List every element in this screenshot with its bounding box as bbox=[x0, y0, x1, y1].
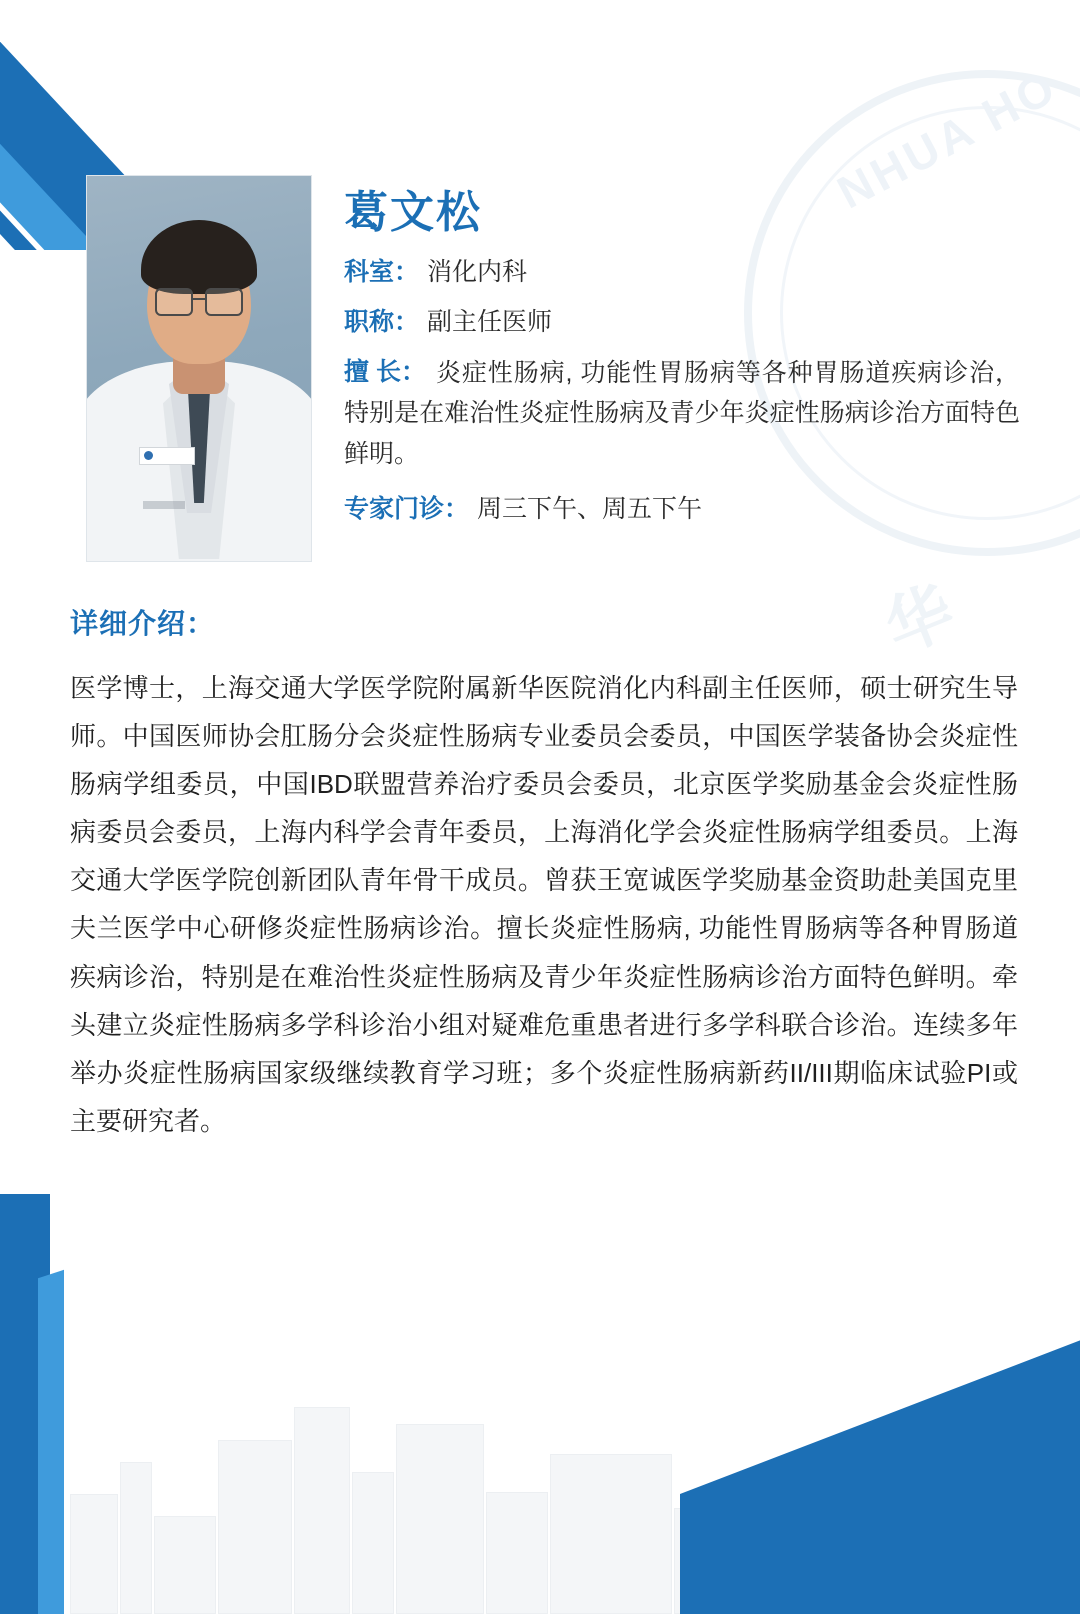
clinic-schedule-label: 专家门诊： bbox=[344, 495, 470, 524]
specialty-label: 擅 长： bbox=[344, 357, 426, 386]
bottom-right-stripe-secondary bbox=[680, 1328, 1080, 1574]
doctor-profile bbox=[86, 175, 1020, 562]
city-skyline-decoration bbox=[0, 1264, 1080, 1614]
specialty-row bbox=[344, 353, 1020, 475]
portrait-hair bbox=[141, 220, 257, 294]
specialty-value: 炎症性肠病, 功能性胃肠病等各种胃肠道疾病诊治，特别是在难治性炎症性肠病及青少年炎症性肠病诊治方面特色鲜明。 bbox=[344, 358, 1020, 468]
professional-title-label: 职称： bbox=[344, 308, 420, 337]
bottom-left-ribbon-decoration bbox=[0, 1194, 120, 1614]
department-label: 科室： bbox=[344, 258, 420, 287]
department-value: 消化内科 bbox=[427, 258, 528, 287]
bottom-left-stripe-primary bbox=[0, 1194, 50, 1614]
portrait-glasses bbox=[153, 288, 245, 314]
clinic-schedule-row bbox=[344, 490, 1020, 529]
detailed-introduction-body: 医学博士，上海交通大学医学院附属新华医院消化内科副主任医师，硕士研究生导师。中国医师协会肛肠分会炎症性肠病专业委员会委员，中国医学装备协会炎症性肠病学组委员，中国IBD联盟营养治疗委员会委员，北京医学奖励基金会炎症性肠病委员会委员，上海内科学会青年委员，上海消化学会炎症性肠病学组委员。上海交通大学医学院创新团队青年骨干成员。曾获王宽诚医学奖励基金资助赴美国克里夫兰医学中心研修炎症性肠病诊治。擅长炎症性肠病, 功能性胃肠病等各种胃肠道疾病诊治，特别是在难治性炎症性肠病及青少年炎症性肠病诊治方面特色鲜明。牵头建立炎症性肠病多学科诊治小组对疑难危重患者进行多学科联合诊治。连续多年举办炎症性肠病国家级继续教育学习班；多个炎症性肠病新药II/III期临床试验PI或主要研究者。 bbox=[70, 673, 1018, 1136]
bottom-right-stripe-primary bbox=[680, 1323, 1080, 1614]
department-row bbox=[344, 253, 1020, 292]
doctor-name: 葛文松 bbox=[344, 188, 482, 237]
professional-title-value: 副主任医师 bbox=[427, 308, 553, 337]
portrait-signature-mark bbox=[143, 501, 185, 509]
title-row bbox=[344, 303, 1020, 342]
bottom-left-stripe-secondary bbox=[38, 1270, 64, 1614]
watermark-latin-text: NHUA HO bbox=[828, 59, 1067, 219]
clinic-schedule-value: 周三下午、周五下午 bbox=[477, 495, 703, 524]
detailed-introduction-section bbox=[70, 602, 1018, 1145]
watermark-chinese-text: 华 bbox=[874, 569, 974, 667]
doctor-info-panel bbox=[344, 175, 1020, 562]
bottom-right-ribbon-decoration bbox=[680, 1284, 1080, 1614]
portrait-hospital-badge bbox=[139, 447, 195, 465]
detailed-introduction-title: 详细介绍： bbox=[70, 608, 216, 639]
doctor-portrait-photo bbox=[86, 175, 312, 562]
